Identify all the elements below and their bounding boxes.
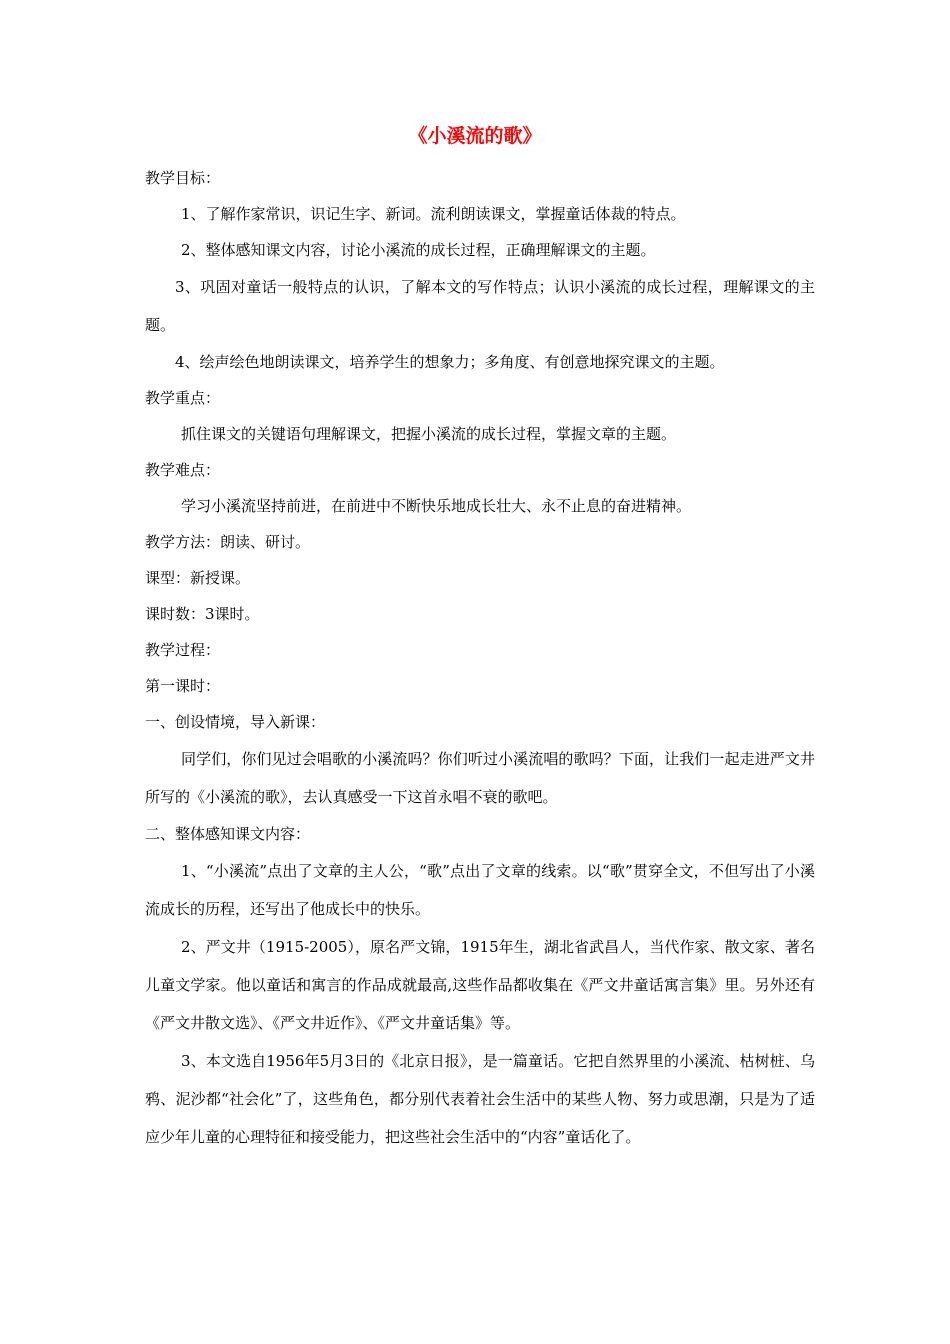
lesson-hours: 课时数：3课时。 xyxy=(145,605,260,623)
step2-paragraph-1: 1、“小溪流”点出了文章的主人公，“歌”点出了文章的线索。以“歌”贯穿全文，不但写出了小溪流成长的历程，还写出了他成长中的快乐。 xyxy=(145,862,815,918)
goal-item-2: 2、整体感知课文内容，讨论小溪流的成长过程，正确理解课文的主题。 xyxy=(181,241,656,259)
document-body xyxy=(145,160,815,1156)
document-title: 《小溪流的歌》 xyxy=(408,125,542,147)
step2-paragraph-2: 2、严文井（1915-2005），原名严文锦，1915年生，湖北省武昌人，当代作家、散文家、著名儿童文学家。他以童话和寓言的作品成就最高,这些作品都收集在《严文井童话寓言集》里。另外还有《严文井散文选》、《严文井近作》、《严文井童话集》等。 xyxy=(145,938,815,1032)
first-lesson-heading: 第一课时： xyxy=(145,677,221,695)
lesson-type: 课型：新授课。 xyxy=(145,569,251,587)
teaching-method: 教学方法：朗读、研讨。 xyxy=(145,533,311,551)
step1-heading: 一、创设情境，导入新课： xyxy=(145,713,326,731)
key-points-text: 抓住课文的关键语句理解课文，把握小溪流的成长过程，掌握文章的主题。 xyxy=(181,425,677,443)
step1-text: 同学们，你们见过会唱歌的小溪流吗？你们听过小溪流唱的歌吗？下面，让我们一起走进严文井所写的《小溪流的歌》，去认真感受一下这首永唱不衰的歌吧。 xyxy=(145,750,815,806)
step2-heading: 二、整体感知课文内容： xyxy=(145,825,311,843)
goal-item-3: 3、巩固对童话一般特点的认识，了解本文的写作特点；认识小溪流的成长过程，理解课文的主题。 xyxy=(145,278,815,334)
goals-heading: 教学目标： xyxy=(145,169,221,187)
key-points-heading: 教学重点： xyxy=(145,389,221,407)
goal-item-1: 1、了解作家常识，识记生字、新词。流利朗读课文，掌握童话体裁的特点。 xyxy=(181,205,686,223)
goal-item-4: 4、绘声绘色地朗读课文，培养学生的想象力；多角度、有创意地探究课文的主题。 xyxy=(175,353,725,371)
process-heading: 教学过程： xyxy=(145,641,221,659)
difficulty-text: 学习小溪流坚持前进，在前进中不断快乐地成长壮大、永不止息的奋进精神。 xyxy=(181,497,692,515)
step2-paragraph-3: 3、本文选自1956年5月3日的《北京日报》，是一篇童话。它把自然界里的小溪流、枯树桩、乌鸦、泥沙都“社会化”了，这些角色，都分别代表着社会生活中的某些人物、努力或思潮，只是为了适应少年儿童的心理特征和接受能力，把这些社会生活中的“内容”童话化了。 xyxy=(145,1052,815,1146)
difficulty-heading: 教学难点： xyxy=(145,461,221,479)
